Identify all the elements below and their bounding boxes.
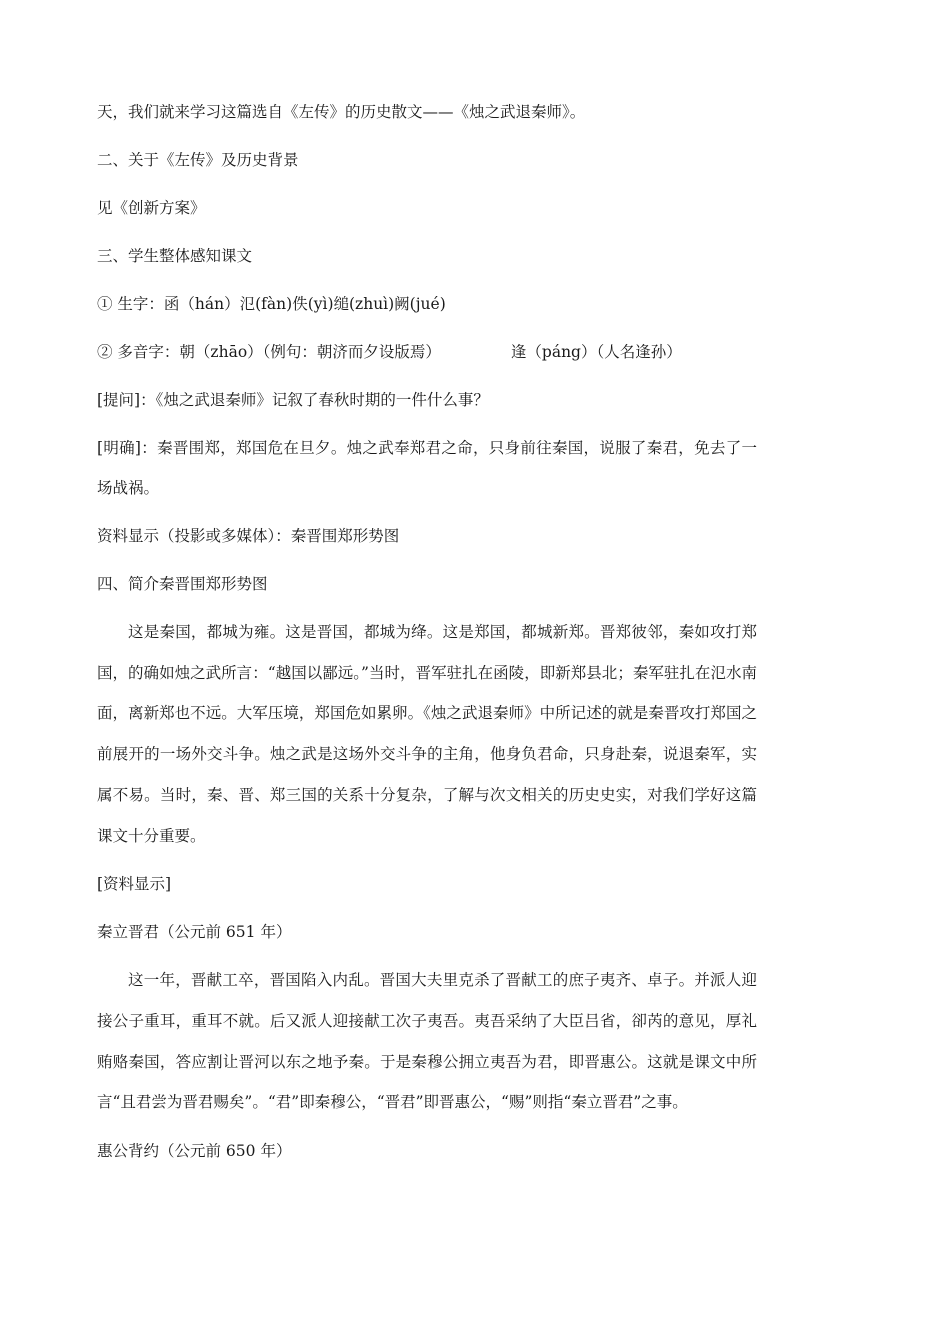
polyphone-left: ② 多音字：朝（zhāo）（例句：朝济而夕设版焉）: [97, 343, 441, 361]
intro-paragraph: 这是秦国，都城为雍。这是晋国，都城为绛。这是郑国，都城新郑。晋郑彼邻，秦如攻打郑国，的确如烛之武所言：“越国以鄙远。”当时，晋军驻扎在函陵，即新郑县北；秦军驻扎在氾水南面，离新郑也不远。大军压境，郑国危如累卵。《烛之武退秦师》中所记述的就是秦晋攻打郑国之前展开的一场外交斗争。烛之武是这场外交斗争的主角，他身负君命，只身赴秦，说退秦军，实属不易。当时，秦、晋、郑三国的关系十分复杂，了解与次文相关的历史史实，对我们学好这篇课文十分重要。: [97, 623, 757, 845]
document-page: [97, 100, 757, 1187]
heading-qin-li-jin-jun: 秦立晋君（公元前 651 年）: [97, 923, 292, 942]
material-label: [资料显示]: [97, 875, 172, 894]
section-heading-four: 四、简介秦晋围郑形势图: [97, 575, 268, 593]
answer-paragraph: [明确]：秦晋围郑，郑国危在旦夕。烛之武奉郑君之命，只身前往秦国，说服了秦君，免去了一场战祸。: [97, 439, 757, 497]
qin-li-paragraph: 这一年，晋献工卒，晋国陷入内乱。晋国大夫里克杀了晋献工的庶子夷齐、卓子。并派人迎接公子重耳，重耳不就。后又派人迎接献工次子夷吾。夷吾采纳了大臣吕省，卻芮的意见，厚礼贿赂秦国，答应割让晋河以东之地予秦。于是秦穆公拥立夷吾为君，即晋惠公。这就是课文中所言“且君尝为晋君赐矣”。“君”即秦穆公，“晋君”即晋惠公，“赐”则指“秦立晋君”之事。: [97, 971, 757, 1112]
text-line-continuation: 天，我们就来学习这篇选自《左传》的历史散文——《烛之武退秦师》。: [97, 103, 586, 121]
material-show-line: 资料显示（投影或多媒体）：秦晋围郑形势图: [97, 527, 400, 545]
polyphone-line: [97, 340, 757, 364]
heading-hui-gong-bei-yue: 惠公背约（公元前 650 年）: [97, 1142, 292, 1161]
question-line: [提问]：《烛之武退秦师》记叙了春秋时期的一件什么事？: [97, 391, 489, 409]
section-heading-three: 三、学生整体感知课文: [97, 247, 253, 265]
section-heading-two: 二、关于《左传》及历史背景: [97, 151, 299, 169]
reference-line: 见《创新方案》: [97, 199, 206, 217]
new-characters-line: ① 生字：函（hán）氾(fàn)佚(yì)缒(zhuì)阙(jué): [97, 295, 446, 313]
polyphone-right: 逢（páng）（人名逢孙）: [510, 343, 682, 361]
